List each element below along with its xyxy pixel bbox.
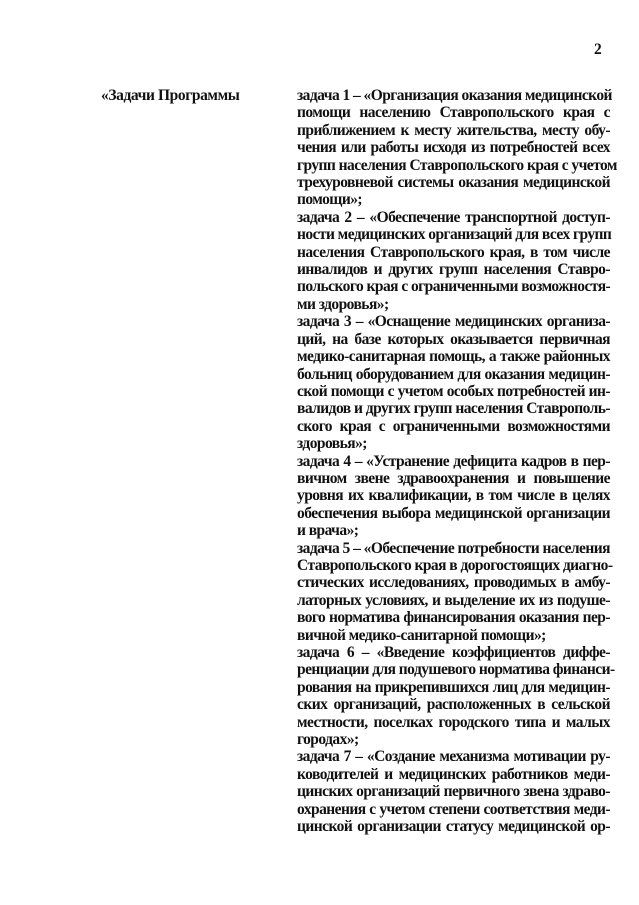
text-line: вичной медико-санитарной помощи»; <box>297 626 546 644</box>
text-line: задача 1 – «Организация оказания медицинской <box>297 87 612 104</box>
text-line: ского края с ограниченными возможностями <box>297 417 610 435</box>
text-line: чения или работы исходя из потребностей всех <box>297 139 610 157</box>
text-line: латорных условиях, и выделение их из подушe- <box>297 591 610 609</box>
text-line: здоровья»; <box>297 435 367 453</box>
task-7 <box>297 748 610 835</box>
text-line: задача 7 – «Создание механизма мотивации ру- <box>297 748 610 766</box>
text-line: вого норматива финансирования оказания пер- <box>297 609 610 627</box>
text-line: местности, поселках городского типа и малых <box>297 713 610 731</box>
task-4 <box>297 453 610 540</box>
text-line: задача 6 – «Введение коэффициентов диффе- <box>297 644 610 661</box>
text-line: ренциации для подушевого норматива финанси- <box>297 661 615 679</box>
text-line: ций, на базе которых оказывается первичная <box>297 330 610 348</box>
text-line: населения Ставропольского края, в том числе <box>297 243 610 261</box>
text-line: вичном звене здравоохранения и повышение <box>297 469 610 487</box>
text-line: и врача»; <box>297 522 359 540</box>
text-line: рования на прикрепившихся лиц для медицин- <box>297 678 610 696</box>
task-1 <box>297 87 617 209</box>
text-line: больниц оборудованием для оказания медицин- <box>297 365 610 383</box>
text-line: ности медицинских организаций для всех групп <box>297 226 612 244</box>
text-line: ми здоровья»; <box>297 295 389 313</box>
text-line: групп населения Ставропольского края с учетом <box>297 156 617 174</box>
text-line: помощи населению Ставропольского края с <box>297 104 610 122</box>
text-line: польского края с ограниченными возможностя- <box>297 278 611 296</box>
text-line: стических исследованиях, проводимых в амбу- <box>297 574 610 592</box>
task-6 <box>297 644 615 749</box>
text-line: цинских организаций первичного звена здраво- <box>297 783 610 801</box>
text-line: приближением к месту жительства, месту обу- <box>297 121 610 139</box>
text-line: ководителей и медицинских работников меди- <box>297 765 610 783</box>
text-line: трехуровневой системы оказания медицинской <box>297 174 610 192</box>
text-line: ской помощи с учетом особых потребностей ин- <box>297 382 610 400</box>
text-line: ских организаций, расположенных в сельской <box>297 696 610 714</box>
text-line: медико-санитарная помощь, а также районных <box>297 348 610 366</box>
text-line: Ставропольского края в дорогостоящих диагно- <box>297 556 613 574</box>
task-2 <box>297 209 610 313</box>
text-line: инвалидов и других групп населения Ставро- <box>297 261 610 279</box>
text-line: задача 3 – «Оснащение медицинских организа- <box>297 313 610 331</box>
text-line: задача 2 – «Обеспечение транспортной доступ- <box>297 208 610 226</box>
text-line: охранения с учетом степени соответствия меди- <box>297 800 610 818</box>
text-line: цинской организации статусу медицинской ор- <box>297 818 610 836</box>
text-line: обеспечения выбора медицинской организации <box>297 504 610 522</box>
page-number: 2 <box>594 41 602 58</box>
text-line: валидов и других групп населения Ставрополь- <box>297 400 610 418</box>
task-5 <box>297 539 613 644</box>
text-line: уровня их квалификации, в том числе в целях <box>297 487 610 505</box>
text-line: городах»; <box>297 731 359 749</box>
text-line: задача 5 – «Обеспечение потребности населения <box>297 539 610 557</box>
tasks-column <box>297 87 617 836</box>
text-line: задача 4 – «Устранение дефицита кадров в пер- <box>297 452 610 470</box>
task-3 <box>297 313 610 452</box>
text-line: помощи»; <box>297 191 363 209</box>
goals-label: «Задачи Программы <box>101 87 240 104</box>
